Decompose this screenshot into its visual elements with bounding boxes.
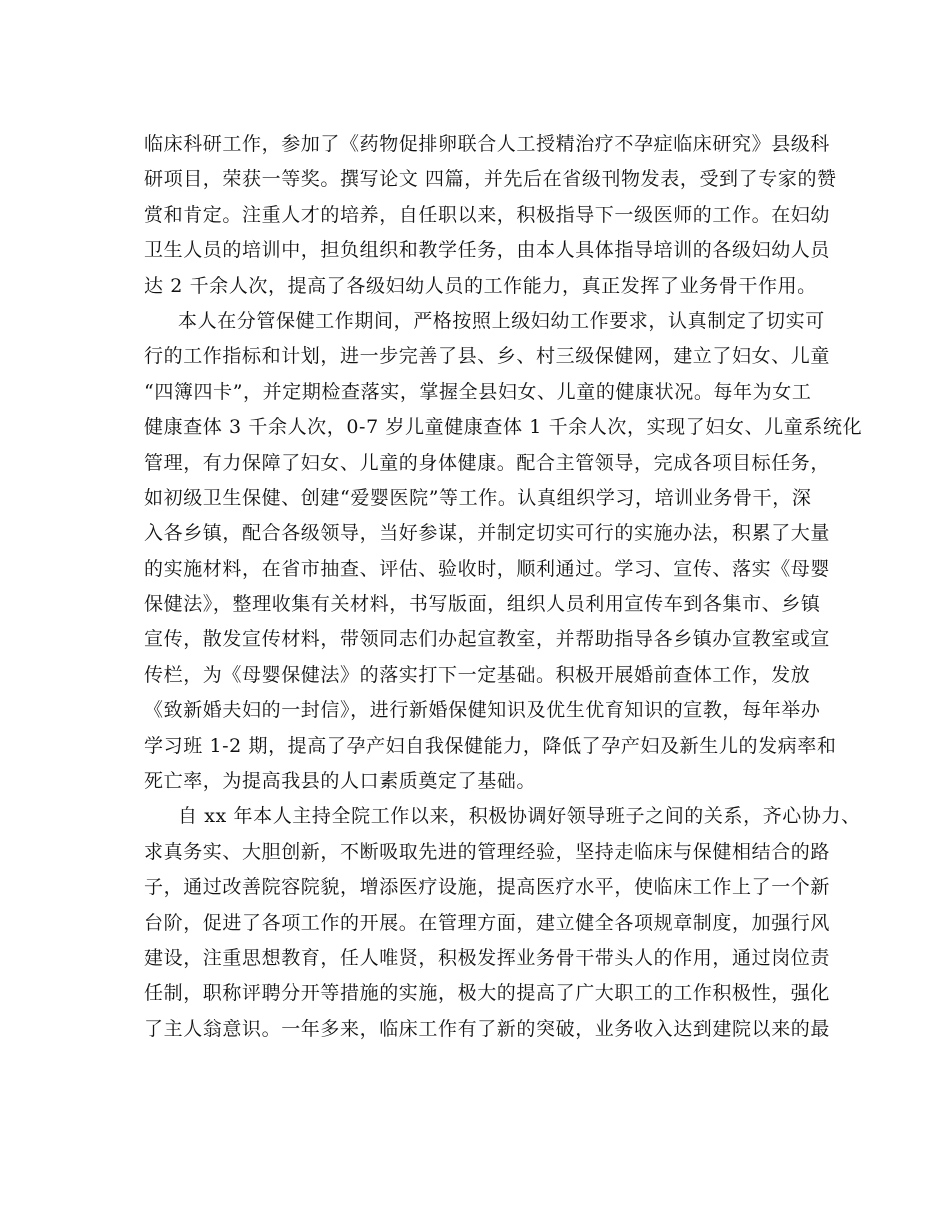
text-line: 临床科研工作，参加了《药物促排卵联合人工授精治疗不孕症临床研究》县级科 (144, 133, 831, 155)
text-line: 赏和肯定。注重人才的培养，自任职以来，积极指导下一级医师的工作。在妇幼 (144, 203, 831, 226)
text-line: 台阶，促进了各项工作的开展。在管理方面，建立健全各项规章制度，加强行风 (144, 911, 831, 934)
text-line: 健康查体 3 千余人次，0-7 岁儿童健康查体 1 千余人次，实现了妇女、儿童系统化 (144, 416, 863, 439)
text-line: 传栏，为《母婴保健法》的落实打下一定基础。积极开展婚前查体工作，发放 (144, 663, 811, 686)
text-line: 保健法》，整理收集有关材料，书写版面，组织人员利用宣传车到各集市、乡镇 (144, 593, 821, 616)
text-line: 建设，注重思想教育，任人唯贤，积极发挥业务骨干带头人的作用，通过岗位责 (144, 946, 831, 969)
text-line: 死亡率，为提高我县的人口素质奠定了基础。 (144, 770, 537, 793)
text-line: 自 xx 年本人主持全院工作以来，积极协调好领导班子之间的关系，齐心协力、 (178, 805, 861, 828)
text-line: 求真务实、大胆创新，不断吸取先进的管理经验，坚持走临床与保健相结合的路 (144, 840, 831, 863)
text-line: 《致新婚夫妇的一封信》，进行新婚保健知识及优生优育知识的宣教，每年举办 (144, 699, 821, 722)
text-line: 宣传，散发宣传材料，带领同志们办起宣教室，并帮助指导各乡镇办宣教室或宣 (144, 628, 831, 651)
text-line: 如初级卫生保健、创建“爱婴医院”等工作。认真组织学习，培训业务骨干，深 (144, 486, 812, 509)
text-line: 入各乡镇，配合各级领导，当好参谋，并制定切实可行的实施办法，积累了大量 (144, 522, 831, 545)
text-line: 子，通过改善院容院貌，增添医疗设施，提高医疗水平，使临床工作上了一个新 (144, 876, 831, 899)
text-line: 任制，职称评聘分开等措施的实施，极大的提高了广大职工的工作积极性，强化 (144, 982, 831, 1005)
text-line: 行的工作指标和计划，进一步完善了县、乡、村三级保健网，建立了妇女、儿童 (144, 345, 831, 368)
text-line: 本人在分管保健工作期间，严格按照上级妇幼工作要求，认真制定了切实可 (178, 309, 825, 332)
text-line: 管理，有力保障了妇女、儿童的身体健康。配合主管领导，完成各项目标任务， (144, 451, 831, 474)
document-body (144, 127, 863, 1047)
text-line: 学习班 1-2 期，提高了孕产妇自我保健能力，降低了孕产妇及新生儿的发病率和 (144, 734, 837, 757)
text-line: 达 2 千余人次，提高了各级妇幼人员的工作能力，真正发挥了业务骨干作用。 (144, 274, 817, 297)
text-line: 的实施材料，在省市抽查、评估、验收时，顺利通过。学习、宣传、落实《母婴 (144, 557, 831, 580)
text-line: “四簿四卡”，并定期检查落实，掌握全县妇女、儿童的健康状况。每年为女工 (144, 380, 812, 403)
text-line: 卫生人员的培训中，担负组织和教学任务，由本人具体指导培训的各级妇幼人员 (144, 239, 831, 262)
text-line: 了主人翁意识。一年多来，临床工作有了新的突破，业务收入达到建院以来的最 (144, 1017, 831, 1040)
text-line: 研项目，荣获一等奖。撰写论文 四篇，并先后在省级刊物发表，受到了专家的赞 (144, 168, 837, 191)
